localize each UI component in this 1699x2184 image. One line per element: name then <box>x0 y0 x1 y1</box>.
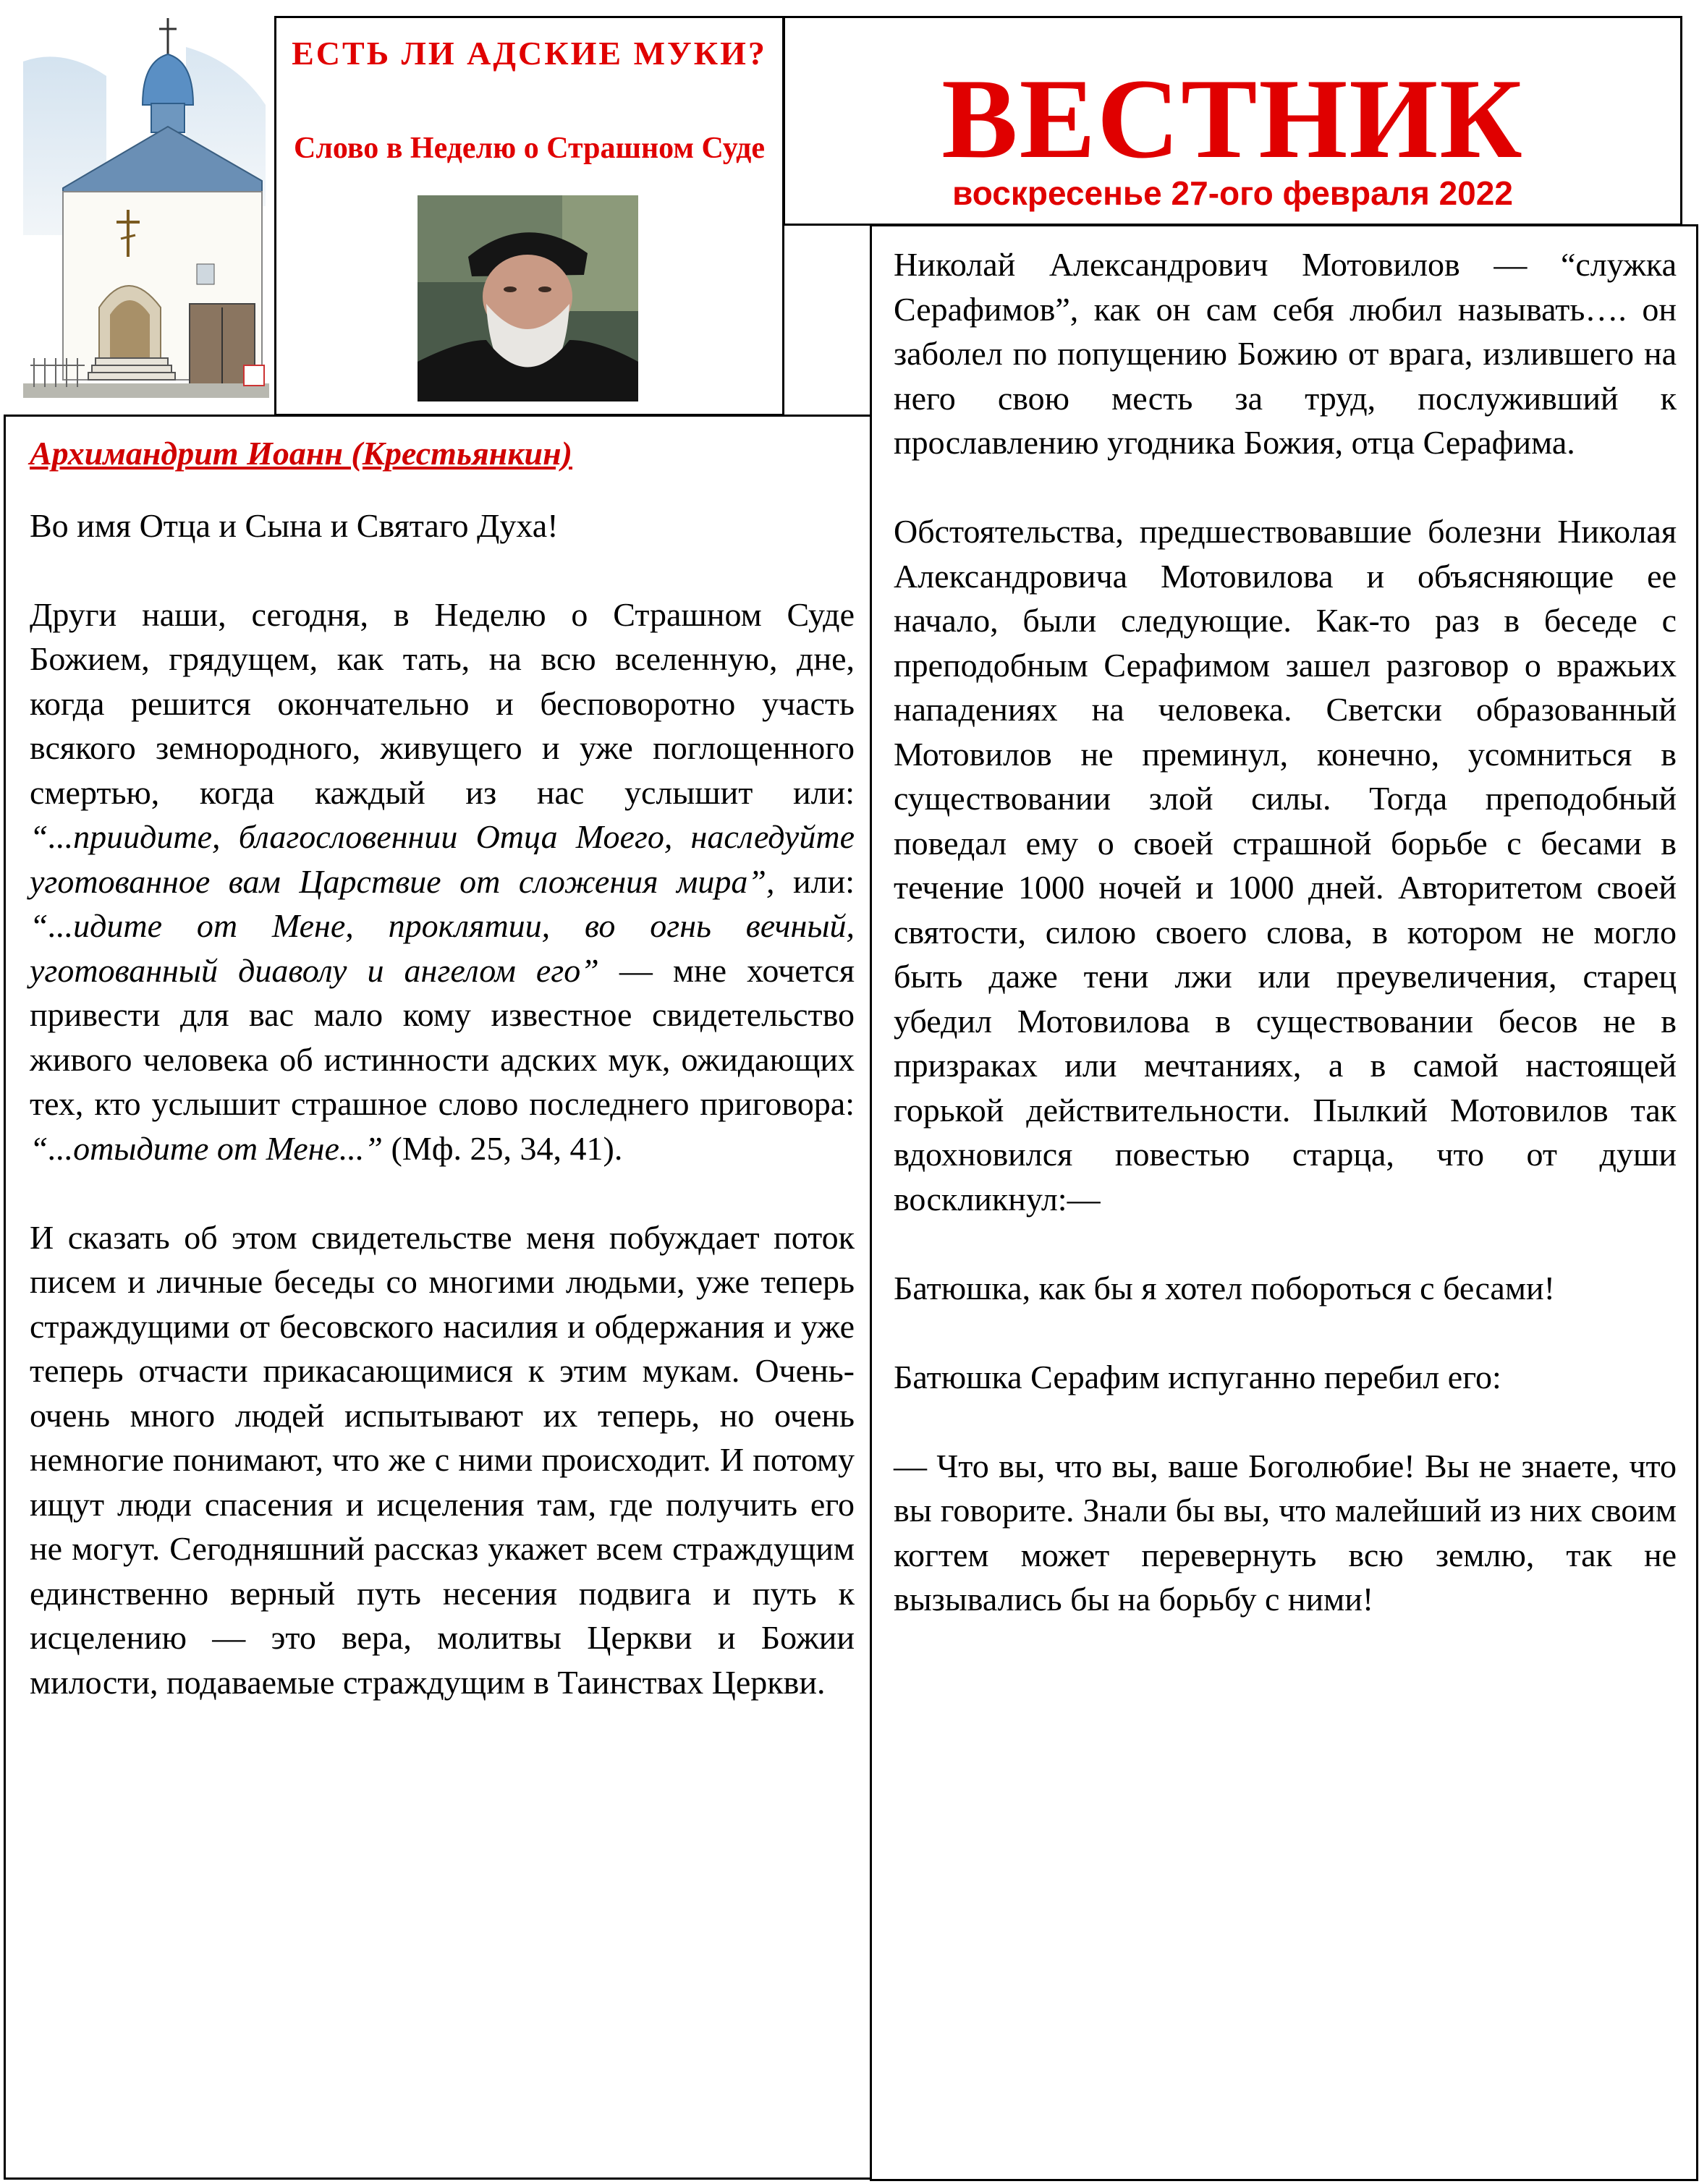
right-paragraph-1: Николай Александрович Мотовилов — “служка Серафимов”, как он сам себя любил называть…. он заболел по попущению Божию от врага, излившего на него свою месть за труд, послуживший к прославлению угодника Божия, отца Серафима. <box>894 246 1677 461</box>
right-paragraph-2: Обстоятельства, предшествовавшие болезни Николая Александровича Мотовилова и объясняющие ее начало, были следующие. Как-то раз в беседе с преподобным Серафимом зашел разговор о вражьих нападениях на человека. Светски образованный Мотовилов не преминул, конечно, усомниться в существовании злой силы. Тогда преподобный поведал ему о своей страшной борьбе с бесами в течение 1000 ночей и 1000 дней. Авторитетом своей святости, силою своего слова, в котором не могло быть даже тени лжи или преувеличения, старец убедил Мотовилова в существовании бесов не в призраках или мечтаниях, а в самой настоящей горькой действительности. Пылкий Мотовилов так вдохновился повестью старца, что от души воскликнул:— <box>894 513 1677 1218</box>
masthead-date: воскресенье 27-ого февраля 2022 <box>952 174 1513 212</box>
left-paragraph-1 <box>30 592 855 1171</box>
right-paragraph-4: Батюшка Серафим испуганно перебил его: <box>894 1358 1501 1395</box>
right-paragraph-5: — Что вы, что вы, ваше Боголюбие! Вы не знаете, что вы говорите. Знали бы вы, что малейший из них своим когтем может перевернуть всю землю, так не вызывались бы на борьбу с ними! <box>894 1447 1677 1618</box>
right-column-text <box>894 242 1677 1666</box>
headline-subtitle: Слово в Неделю о Страшном Суде <box>294 132 765 165</box>
church-drawing-icon <box>20 18 274 416</box>
right-column <box>870 224 1698 2181</box>
masthead-title: ВЕСТНИК <box>941 56 1524 182</box>
p1-text-c: — мне хочется привести для вас мало кому известное свидетельство живого человека об истинности адских мук, ожидающих тех, кто услышит страшное слово последнего приговора: <box>30 951 855 1122</box>
p1-text-b: или: <box>774 862 855 900</box>
p1-quote-1: “...приидите, благословеннии Отца Моего, наследуйте уготованное вам Царствие от сложения мира”, <box>30 818 855 900</box>
headline-box <box>274 16 784 416</box>
p1-text-a: Други наши, сегодня, в Неделю о Страшном Суде Божием, грядущем, как тать, на всю вселенную, дне, когда решится окончательно и бесповоротно участь всякого земнородного, живущего и уже поглощенного смертью, когда каждый из нас услышит или: <box>30 595 855 811</box>
left-paragraph-2: И сказать об этом свидетельстве меня побуждает поток писем и личные беседы со многими людьми, уже теперь страждущими от бесовского насилия и обдержания и уже теперь отчасти прикасающимися к этим мукам. Очень-очень много людей испытывают их теперь, но очень немногие понимают, что же с ними происходит. И потому ищут люди спасения и исцеления там, где получить его не могут. Сегодняшний рассказ укажет всем страждущим единственно верный путь несения подвига и путь к исцелению — это вера, молитвы Церкви и Божии милости, подаваемые страждущим в Таинствах Церкви. <box>30 1218 855 1701</box>
p1-quote-3: “...отыдите от Мене...” <box>30 1129 383 1167</box>
church-illustration <box>20 18 274 416</box>
masthead-box <box>783 16 1682 226</box>
p1-quote-2: “...идите от Мене, проклятии, во огнь вечный, уготованный диаволу и ангелом его” <box>30 907 855 989</box>
invocation: Во имя Отца и Сына и Святаго Духа! <box>30 506 559 544</box>
left-column-text <box>30 431 855 1749</box>
elder-portrait <box>418 195 638 401</box>
right-paragraph-3: Батюшка, как бы я хотел побороться с бесами! <box>894 1269 1555 1306</box>
left-column <box>4 415 876 2180</box>
author-link[interactable]: Архимандрит Иоанн (Крестьянкин) <box>30 435 572 472</box>
portrait-photo-icon <box>418 195 638 401</box>
headline-title: ЕСТЬ ЛИ АДСКИЕ МУКИ? <box>292 35 767 72</box>
p1-text-d: (Мф. 25, 34, 41). <box>383 1129 623 1167</box>
